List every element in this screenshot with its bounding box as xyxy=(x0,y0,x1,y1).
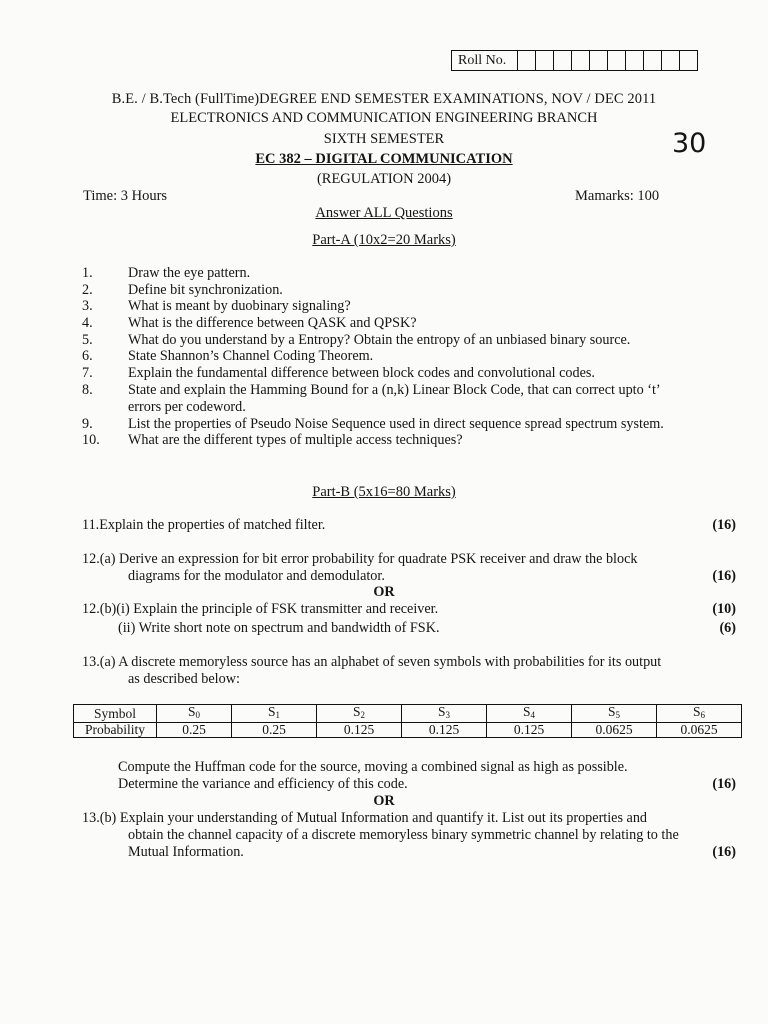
marks-label: (16) xyxy=(712,517,736,533)
max-marks: Mamarks: 100 xyxy=(575,188,660,204)
table-cell: 0.0625 xyxy=(657,723,742,738)
question-13b-continued: Mutual Information. xyxy=(128,844,244,860)
question-number: 6. xyxy=(82,348,93,364)
marks-label: (16) xyxy=(712,568,736,584)
table-cell: 0.25 xyxy=(232,723,317,738)
question-text: Draw the eye pattern. xyxy=(128,265,251,281)
question-number: 10. xyxy=(82,432,100,448)
question-text: What is the difference between QASK and QPSK? xyxy=(128,315,417,331)
question-number: 7. xyxy=(82,365,93,381)
table-cell: 0.125 xyxy=(402,723,487,738)
symbol-letter: S xyxy=(692,704,701,719)
table-cell xyxy=(657,705,742,723)
question-text-continued: errors per codeword. xyxy=(128,399,246,415)
roll-digit-box xyxy=(608,51,626,70)
roll-digit-box xyxy=(644,51,662,70)
question-text: What are the different types of multiple access techniques? xyxy=(128,432,463,448)
table-cell: 0.125 xyxy=(487,723,572,738)
question-text: Explain the fundamental difference between block codes and convolutional codes. xyxy=(128,365,595,381)
symbol-subscript: 3 xyxy=(445,710,450,720)
table-cell: 0.25 xyxy=(157,723,232,738)
part-a-heading: Part-A (10x2=20 Marks) xyxy=(312,232,456,248)
question-number: 5. xyxy=(82,332,93,348)
symbol-letter: S xyxy=(522,704,531,719)
question-13a-part3: Determine the variance and efficiency of this code. xyxy=(118,776,408,792)
symbol-letter: S xyxy=(267,704,276,719)
table-header-cell: Probability xyxy=(74,723,157,738)
question-13b: 13.(b) Explain your understanding of Mutual Information and quantify it. List out its properties and xyxy=(82,810,648,826)
table-header-cell: Symbol xyxy=(74,705,157,723)
or-separator: OR xyxy=(373,793,395,809)
question-number: 3. xyxy=(82,298,93,314)
question-12b-i: 12.(b)(i) Explain the principle of FSK transmitter and receiver. xyxy=(82,601,439,617)
roll-digit-box xyxy=(518,51,536,70)
question-number: 9. xyxy=(82,416,93,432)
table-row xyxy=(74,705,742,723)
roll-digit-box xyxy=(554,51,572,70)
roll-digit-box xyxy=(572,51,590,70)
symbol-subscript: 2 xyxy=(360,710,365,720)
roll-digit-box xyxy=(680,51,697,70)
table-cell: 0.0625 xyxy=(572,723,657,738)
question-number: 8. xyxy=(82,382,93,398)
marks-label: (16) xyxy=(712,844,736,860)
question-number: 2. xyxy=(82,282,93,298)
symbol-subscript: 6 xyxy=(700,710,705,720)
question-text: State and explain the Hamming Bound for a (n,k) Linear Block Code, that can correct upto ‘t’ xyxy=(128,382,661,398)
question-text: State Shannon’s Channel Coding Theorem. xyxy=(128,348,374,364)
time-allowed: Time: 3 Hours xyxy=(83,188,168,204)
marks-label: (10) xyxy=(712,601,736,617)
question-text: What do you understand by a Entropy? Obtain the entropy of an unbiased binary source. xyxy=(128,332,631,348)
roll-digit-box xyxy=(626,51,644,70)
question-text: List the properties of Pseudo Noise Sequence used in direct sequence spread spectrum system. xyxy=(128,416,664,432)
question-number: 4. xyxy=(82,315,93,331)
table-cell xyxy=(317,705,402,723)
semester-title: SIXTH SEMESTER xyxy=(323,131,445,147)
part-b-heading: Part-B (5x16=80 Marks) xyxy=(312,484,456,500)
table-cell xyxy=(157,705,232,723)
table-cell: 0.125 xyxy=(317,723,402,738)
question-13b-continued: obtain the channel capacity of a discrete memoryless binary symmetric channel by relating to the xyxy=(128,827,679,843)
regulation: (REGULATION 2004) xyxy=(316,171,452,187)
question-12b-ii: (ii) Write short note on spectrum and bandwidth of FSK. xyxy=(118,620,440,636)
roll-digit-box xyxy=(590,51,608,70)
question-13a: 13.(a) A discrete memoryless source has an alphabet of seven symbols with probabilities for its output xyxy=(82,654,662,670)
symbol-subscript: 1 xyxy=(275,710,280,720)
symbol-letter: S xyxy=(607,704,616,719)
probability-table xyxy=(73,704,742,738)
roll-digit-box xyxy=(662,51,680,70)
table-row xyxy=(74,723,742,738)
handwritten-mark: 30 xyxy=(672,128,707,159)
symbol-letter: S xyxy=(187,704,196,719)
question-13a-continued: as described below: xyxy=(128,671,240,687)
branch-title: ELECTRONICS AND COMMUNICATION ENGINEERING BRANCH xyxy=(170,110,598,126)
symbol-letter: S xyxy=(352,704,361,719)
instruction: Answer ALL Questions xyxy=(315,205,453,221)
question-number: 1. xyxy=(82,265,93,281)
question-13a-part2: Compute the Huffman code for the source, moving a combined signal as high as possible. xyxy=(118,759,628,775)
course-title: EC 382 – DIGITAL COMMUNICATION xyxy=(255,151,513,167)
or-separator: OR xyxy=(373,584,395,600)
question-11: 11.Explain the properties of matched filter. xyxy=(82,517,326,533)
table-cell xyxy=(487,705,572,723)
table-cell xyxy=(232,705,317,723)
symbol-subscript: 0 xyxy=(195,710,200,720)
table-cell xyxy=(572,705,657,723)
table-cell xyxy=(402,705,487,723)
roll-number-label: Roll No. xyxy=(452,51,518,70)
question-text: What is meant by duobinary signaling? xyxy=(128,298,351,314)
symbol-letter: S xyxy=(437,704,446,719)
question-text: Define bit synchronization. xyxy=(128,282,283,298)
exam-title: B.E. / B.Tech (FullTime)DEGREE END SEMESTER EXAMINATIONS, NOV / DEC 2011 xyxy=(111,91,657,107)
roll-digit-box xyxy=(536,51,554,70)
question-12a-continued: diagrams for the modulator and demodulator. xyxy=(128,568,385,584)
roll-number-box xyxy=(451,50,698,71)
marks-label: (6) xyxy=(719,620,736,636)
symbol-subscript: 5 xyxy=(615,710,620,720)
marks-label: (16) xyxy=(712,776,736,792)
symbol-subscript: 4 xyxy=(530,710,535,720)
question-12a: 12.(a) Derive an expression for bit error probability for quadrate PSK receiver and draw the block xyxy=(82,551,638,567)
